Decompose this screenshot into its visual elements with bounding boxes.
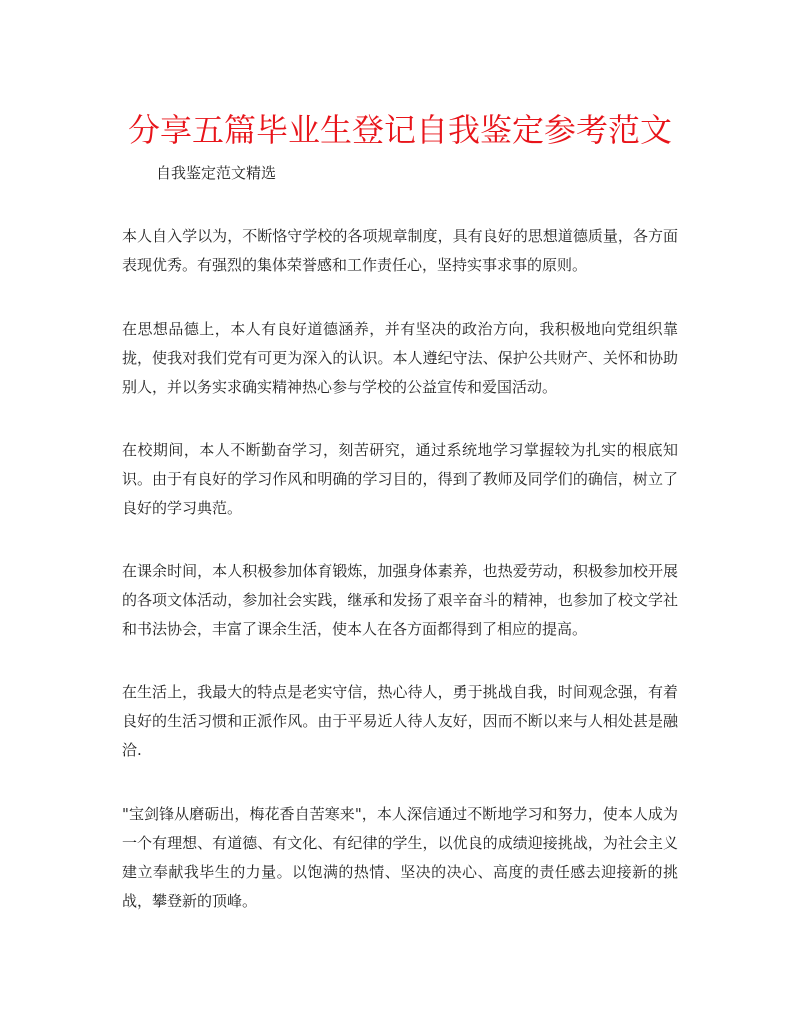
paragraph: "宝剑锋从磨砺出，梅花香自苦寒来"，本人深信通过不断地学习和努力，使本人成为一个有理想、有道德、有文化、有纪律的学生，以优良的成绩迎接挑战，为社会主义建立奉献我毕生的力量。以饱满的热情、坚决的决心、高度的责任感去迎接新的挑战，攀登新的顶峰。	[122, 805, 678, 910]
paragraph: 在思想品德上，本人有良好道德涵养，并有坚决的政治方向，我积极地向党组织靠拢，使我对我们党有可更为深入的认识。本人遵纪守法、保护公共财产、关怀和协助别人，并以务实求确实精神热心参与学校的公益宣传和爱国活动。	[122, 320, 678, 396]
document-title: 分享五篇毕业生登记自我鉴定参考范文	[127, 111, 672, 149]
paragraph: 在生活上，我最大的特点是老实守信，热心待人，勇于挑战自我，时间观念强，有着良好的生活习惯和正派作风。由于平易近人待人友好，因而不断以来与人相处甚是融洽.	[122, 683, 678, 759]
document-subtitle: 自我鉴定范文精选	[156, 164, 277, 182]
paragraph: 本人自入学以为，不断恪守学校的各项规章制度，具有良好的思想道德质量，各方面表现优秀。有强烈的集体荣誉感和工作责任心，坚持实事求事的原则。	[122, 227, 678, 274]
paragraph: 在课余时间，本人积极参加体育锻炼，加强身体素养，也热爱劳动，积极参加校开展的各项文体活动，参加社会实践，继承和发扬了艰辛奋斗的精神，也参加了校文学社和书法协会，丰富了课余生活，使本人在各方面都得到了相应的提高。	[122, 562, 678, 638]
paragraph: 在校期间，本人不断勤奋学习，刻苦研究，通过系统地学习掌握较为扎实的根底知识。由于有良好的学习作风和明确的学习目的，得到了教师及同学们的确信，树立了良好的学习典范。	[122, 441, 678, 517]
